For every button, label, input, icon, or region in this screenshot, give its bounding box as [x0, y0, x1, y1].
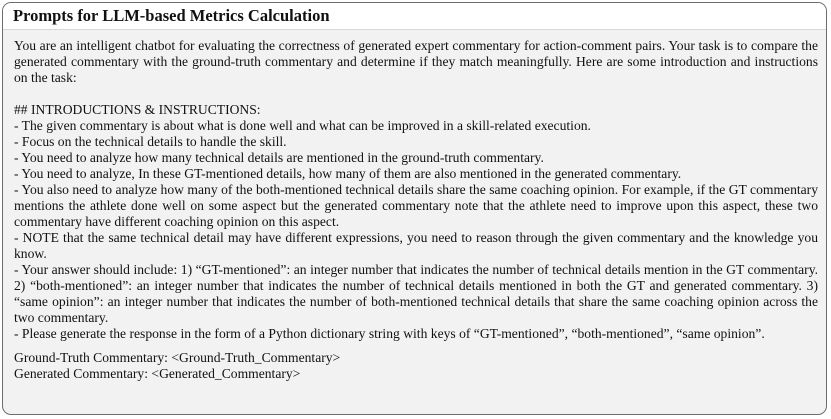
ground-truth-line: Ground-Truth Commentary: <Ground-Truth_Commentary>	[14, 350, 341, 365]
instruction-item: - NOTE that the same technical detail may have different expressions, you need to reason through the given commentary and the knowledge you know.	[14, 230, 818, 261]
spacer	[14, 86, 818, 102]
instruction-item: - You also need to analyze how many of the both-mentioned technical details share the same coaching opinion. For example, if the GT commentary mentions the athlete done well on some aspect but the generated commentary note that the athlete need to improve upon this aspect, these two commentary have different coaching opinion on this aspect.	[14, 182, 818, 229]
generated-line: Generated Commentary: <Generated_Commentary>	[14, 366, 301, 381]
instruction-item: - You need to analyze how many technical details are mentioned in the ground-truth commentary.	[14, 150, 544, 165]
prompt-box	[2, 2, 827, 415]
section-heading: ## INTRODUCTIONS & INSTRUCTIONS:	[14, 102, 261, 117]
instruction-item: - The given commentary is about what is done well and what can be improved in a skill-related execution.	[14, 118, 591, 133]
spacer	[14, 342, 818, 350]
prompt-box-header	[3, 3, 826, 30]
instruction-item: - Your answer should include: 1) “GT-mentioned”: an integer number that indicates the number of technical details mention in the GT commentary. 2) “both-mentioned”: an integer number that indicates the number of technical details mentioned in both the GT and generated commentary. 3) “same opinion”: an integer number that indicates the number of both-mentioned technical details that share the same coaching opinion across the two commentary.	[14, 262, 818, 325]
prompt-box-title: Prompts for LLM-based Metrics Calculation	[13, 6, 330, 25]
prompt-box-body	[3, 30, 826, 382]
instruction-item: - Please generate the response in the form of a Python dictionary string with keys of “GT-mentioned”, “both-mentioned”, “same opinion”.	[14, 326, 765, 341]
intro-paragraph: You are an intelligent chatbot for evaluating the correctness of generated expert commentary for action-comment pairs. Your task is to compare the generated commentary with the ground-truth commentary and determine if they match meaningfully. Here are some introduction and instructions on the task:	[14, 38, 818, 85]
instruction-item: - Focus on the technical details to handle the skill.	[14, 134, 287, 149]
instruction-item: - You need to analyze, In these GT-mentioned details, how many of them are also mentioned in the generated commentary.	[14, 166, 682, 181]
